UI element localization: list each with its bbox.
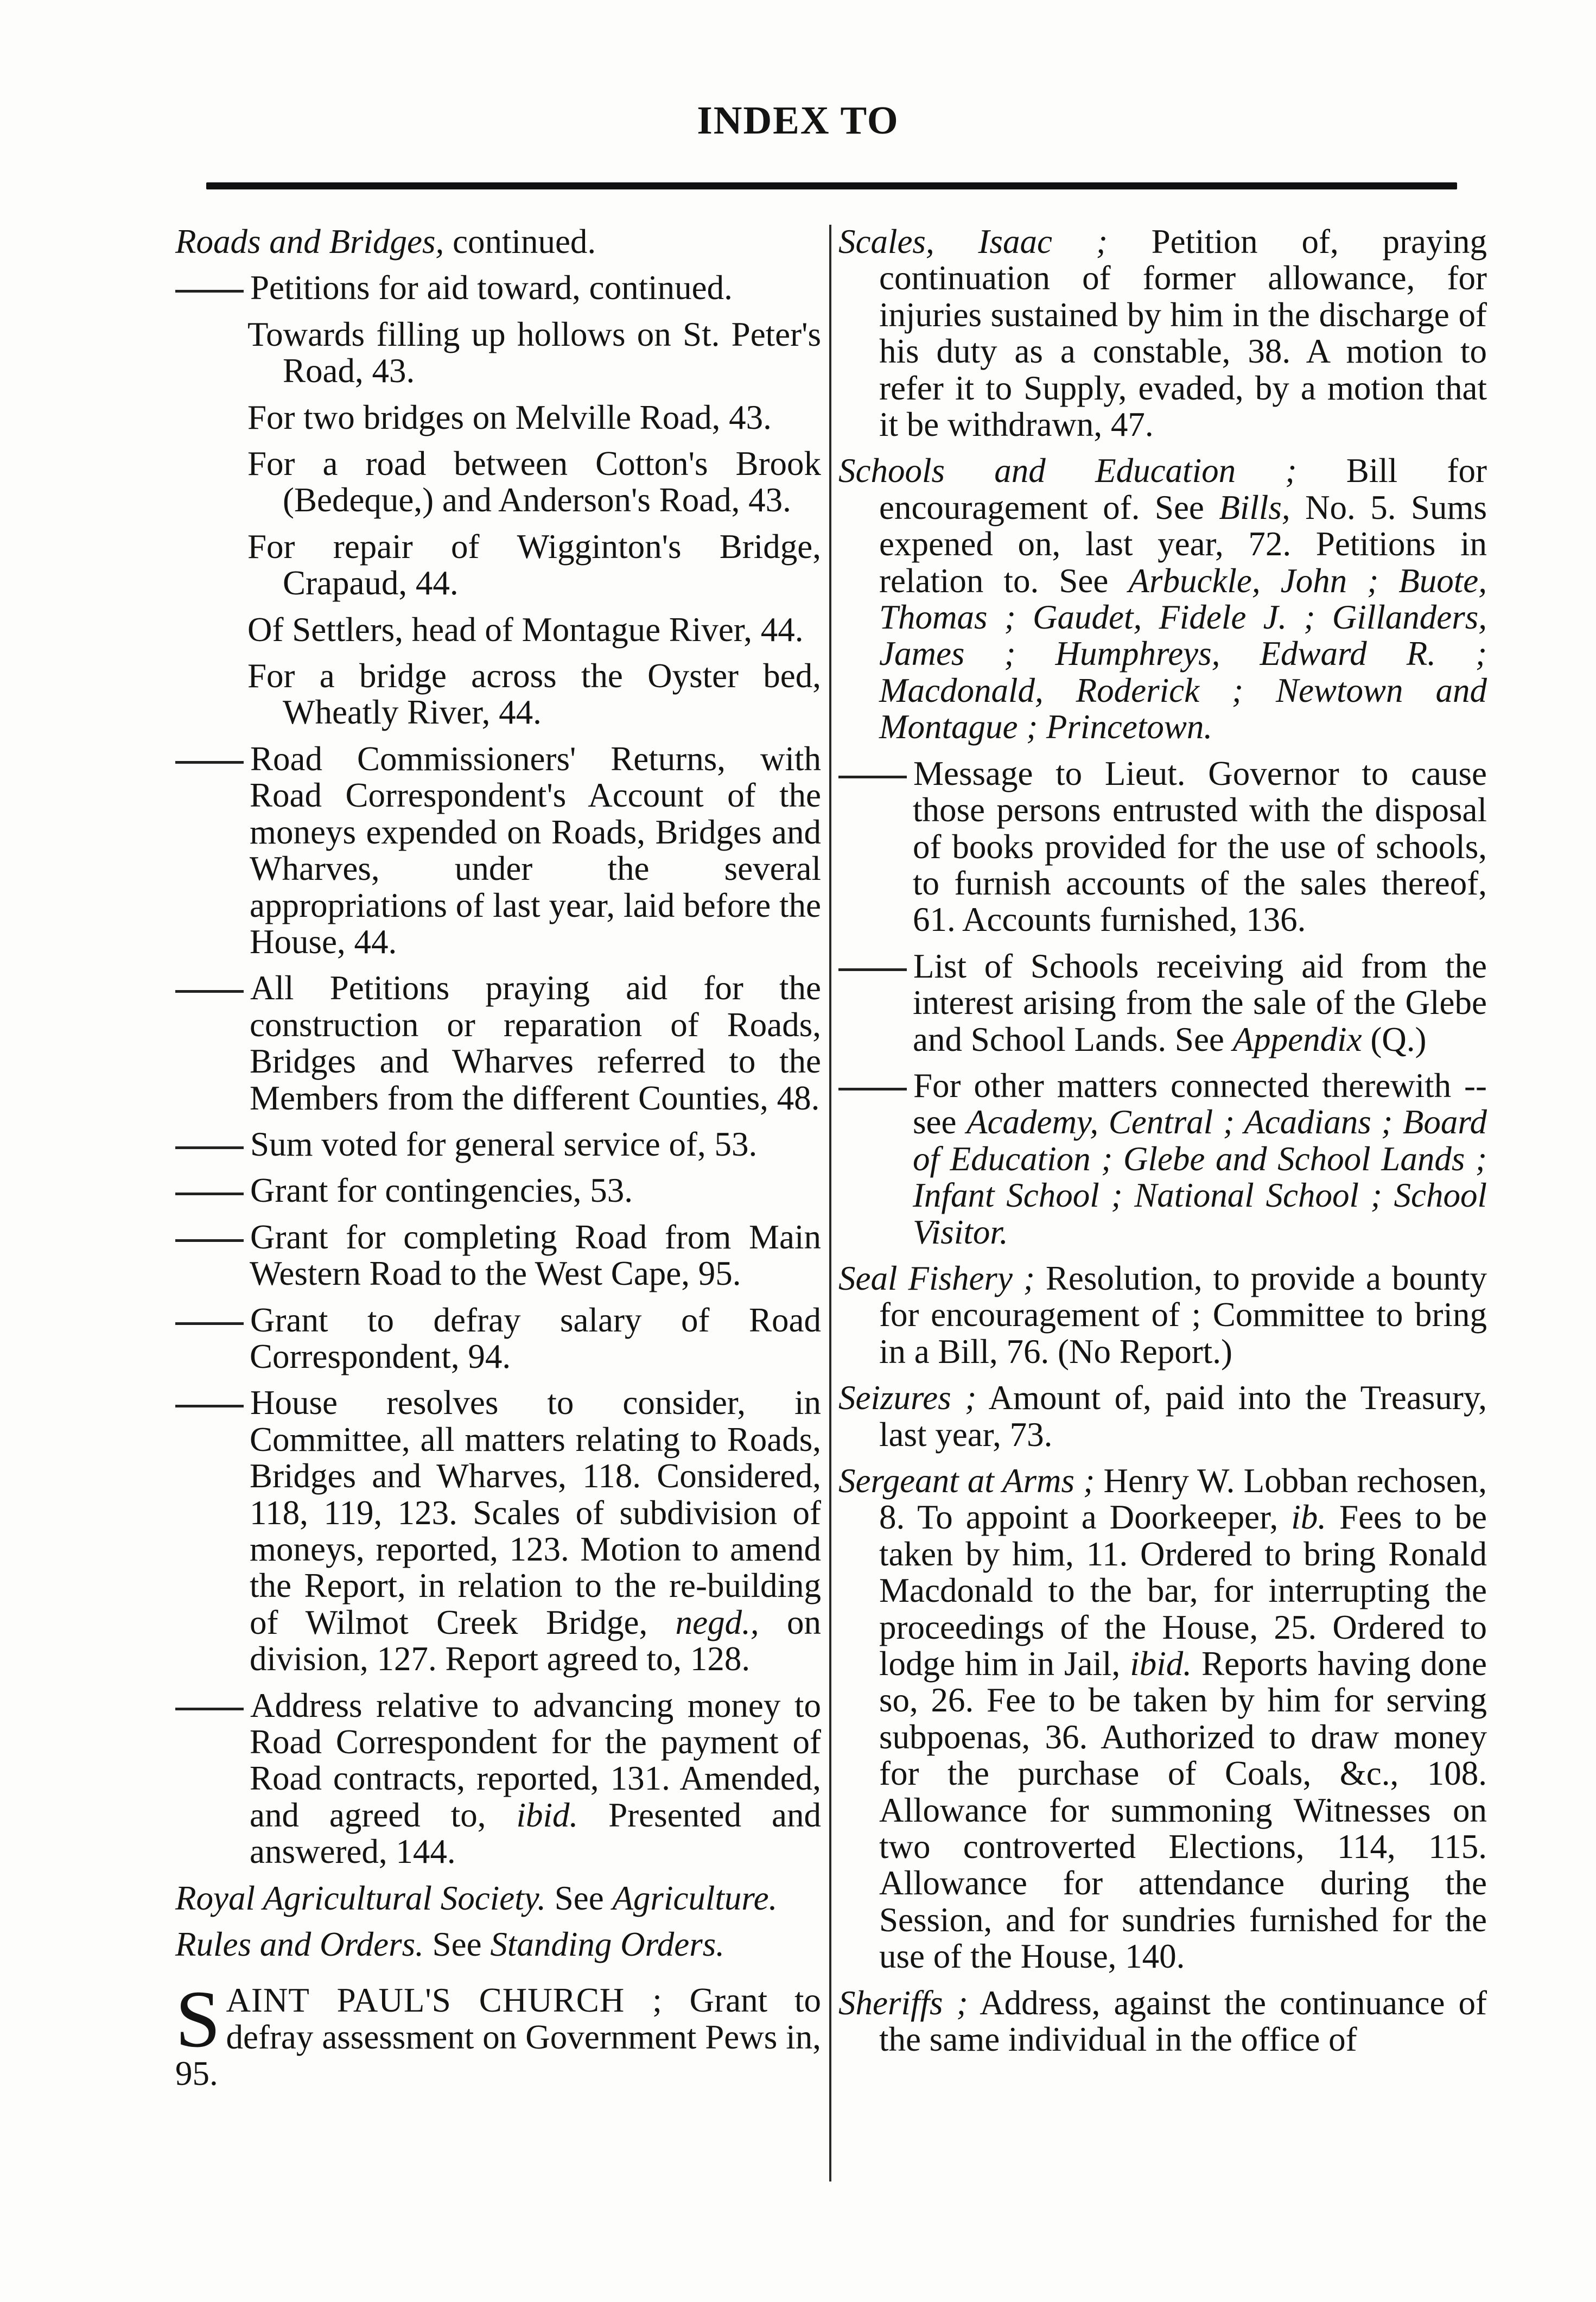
cross-reference: Bills, (1219, 488, 1290, 527)
em-dash (175, 1193, 244, 1195)
entry-seal-fishery (838, 1260, 1487, 1370)
column-divider (829, 225, 831, 2181)
subentry-text: Sum voted for general service of, 53. (250, 1125, 758, 1163)
entry-heading-caps: AINT PAUL'S CHURCH ; (226, 1981, 663, 2020)
subentry-address-advancing (175, 1688, 821, 1870)
subentry-abbrev: negd., (675, 1603, 759, 1641)
subentry-petitions (175, 270, 821, 306)
entry-heading: Sheriffs ; (838, 1983, 968, 2022)
entry-text: No. 5. Sums expened on, last year, 72. Petitions in relation to. See (879, 488, 1487, 600)
subentry-text: All Petitions praying aid for the construction or reparation of Roads, Bridges and Wharves referred to the Members from the different Counties, 48. (250, 969, 821, 1117)
entry-text: Petition of, praying continuation of former allowance, for injuries sustained by him in the discharge of his duty as a constable, 38. A motion to refer it to Supply, evaded, by a motion that it be withdrawn, 47. (879, 223, 1487, 444)
entry-scales-isaac (838, 224, 1487, 443)
left-column (175, 224, 821, 2102)
subentry-text: Petitions for aid toward, continued. (250, 269, 733, 307)
subentry-text: House resolves to consider, in Committee, all matters relating to Roads, Bridges and Wharves, 118. Considered, 118, 119, 123. Scales of subdivision of moneys, reported, 123. Motion to amend the Report, in relation to the re-building of Wilmot Creek Bridge, (250, 1384, 821, 1641)
petition-item: Of Settlers, head of Montague River, 44. (247, 610, 804, 649)
entry-saint-pauls-church (175, 1974, 821, 2093)
header-rule (206, 182, 1457, 189)
entry-sheriffs (838, 1985, 1487, 2058)
subentry-defray-salary (175, 1302, 821, 1375)
em-dash (175, 1405, 244, 1407)
subentry-text: (Q.) (1370, 1020, 1427, 1058)
em-dash (838, 968, 907, 971)
subentry-all-petitions (175, 970, 821, 1117)
entry-heading: Scales, Isaac ; (838, 223, 1108, 261)
subentry-message-governor (838, 756, 1487, 938)
em-dash (175, 1146, 244, 1149)
petition-item: For two bridges on Melville Road, 43. (247, 398, 772, 436)
entry-schools-and-education (838, 453, 1487, 745)
subentry-house-resolves (175, 1385, 821, 1677)
subentry-completing-road (175, 1219, 821, 1292)
subentry-text: Grant for contingencies, 53. (250, 1171, 633, 1210)
entry-heading: Roads and Bridges, (175, 223, 444, 261)
subentry-text: Grant for completing Road from Main Western Road to the West Cape, 95. (250, 1217, 821, 1293)
entry-heading: Royal Agricultural Society. (175, 1879, 546, 1917)
see-label: See (554, 1879, 604, 1917)
entry-text: Address, against the continuance of the same individual in the office of (879, 1983, 1487, 2059)
entry-text: Grant to defray assessment on Government Pews in, 95. (175, 1981, 821, 2093)
entry-roads-and-bridges (175, 224, 821, 260)
see-label: See (432, 1925, 482, 1964)
entry-heading-note: continued. (452, 223, 596, 261)
entry-text: Bill for encouragement of. See (879, 452, 1487, 527)
entry-text: Resolution, to provide a bounty for encouragement of ; Committee to bring in a Bill, 76. (No Report.) (879, 1259, 1487, 1371)
cross-reference: Academy, Central ; Acadians ; Board of Education ; Glebe and School Lands ; Infant School ; National School ; School Visitor. (913, 1103, 1487, 1251)
subentry-text: Presented and answered, 144. (250, 1796, 821, 1871)
em-dash (175, 1708, 244, 1710)
subentry-contingencies (175, 1172, 821, 1209)
subentry-sum-voted (175, 1126, 821, 1163)
subentry-text: Message to Lieut. Governor to cause those persons entrusted with the disposal of books provided for the use of schools, to furnish accounts of the sales thereof, 61. Accounts furnished, 136. (913, 754, 1487, 939)
em-dash (175, 1322, 244, 1325)
em-dash (175, 1239, 244, 1242)
em-dash (838, 776, 907, 778)
drop-cap: S (175, 1974, 221, 2065)
entry-sergeant-at-arms (838, 1463, 1487, 1975)
entry-seizures (838, 1380, 1487, 1453)
subentry-text: For other matters connected therewith --see (913, 1066, 1487, 1142)
entry-text: Fees to be taken by him, 11. Ordered to bring Ronald Macdonald to the bar, for interrupting the proceedings of the House, 25. Ordered to lodge him in Jail, (879, 1498, 1487, 1683)
em-dash (175, 761, 244, 764)
entry-heading: Rules and Orders. (175, 1925, 424, 1964)
entry-abbrev: ibid. (1130, 1645, 1192, 1683)
entry-heading: Seal Fishery ; (838, 1259, 1035, 1297)
cross-reference: Appendix (1232, 1020, 1362, 1058)
entry-text: Amount of, paid into the Treasury, last year, 73. (879, 1379, 1487, 1454)
subentry-text: Grant to defray salary of Road Correspondent, 94. (250, 1301, 821, 1375)
entry-text: Reports having done so, 26. Fee to be taken by him for serving subpoenas, 36. Authorized to draw money for the purchase of Coals, &c., 108. Allowance for summoning Witnesses on two controverted Elections, 114, 115. Allowance for attendance during the Session, and for sundries furnished for the use of the House, 140. (879, 1645, 1487, 1976)
entry-heading: Schools and Education ; (838, 452, 1297, 490)
subentry-text: on division, 127. Report agreed to, 128. (250, 1603, 822, 1678)
cross-reference: Standing Orders. (490, 1925, 725, 1964)
subentry-text: List of Schools receiving aid from the interest arising from the sale of the Glebe and School Lands. See (913, 947, 1487, 1058)
right-column (838, 224, 1487, 2068)
petition-item: For a bridge across the Oyster bed, Wheatly River, 44. (247, 657, 821, 732)
subentry-text: Road Commissioners' Returns, with Road Correspondent's Account of the moneys expended on Roads, Bridges and Wharves, under the several appropriations of last year, laid before the House, 44. (250, 739, 821, 961)
cross-reference: Agriculture. (612, 1879, 778, 1917)
em-dash (175, 990, 244, 993)
entry-abbrev: ib. (1291, 1498, 1327, 1537)
entry-text: Henry W. Lobban rechosen, 8. To appoint a Doorkeeper, (879, 1462, 1487, 1537)
cross-reference: Arbuckle, John ; Buote, Thomas ; Gaudet, Fidele J. ; Gillanders, James ; Humphreys, Edward R. ; Macdonald, Roderick ; Newtown and Montague ; Princetown. (879, 561, 1487, 746)
entry-heading: Sergeant at Arms ; (838, 1462, 1095, 1500)
em-dash (838, 1088, 907, 1090)
petition-item: For repair of Wigginton's Bridge, Crapaud, 44. (247, 527, 821, 603)
subentry-commissioners-returns (175, 741, 821, 960)
page-header: INDEX TO (697, 98, 899, 142)
entry-rules-and-orders (175, 1926, 821, 1963)
entry-heading: Seizures ; (838, 1379, 977, 1417)
subentry-list-of-schools (838, 948, 1487, 1058)
petition-item: For a road between Cotton's Brook (Bedeque,) and Anderson's Road, 43. (247, 445, 821, 519)
em-dash (175, 290, 244, 293)
petition-item: Towards filling up hollows on St. Peter's Road, 43. (247, 315, 821, 390)
subentry-other-matters (838, 1068, 1487, 1251)
subentry-abbrev: ibid. (516, 1796, 578, 1834)
entry-royal-agricultural-society (175, 1880, 821, 1917)
subentry-text: Address relative to advancing money to Road Correspondent for the payment of Road contracts, reported, 131. Amended, and agreed to, (250, 1686, 821, 1834)
